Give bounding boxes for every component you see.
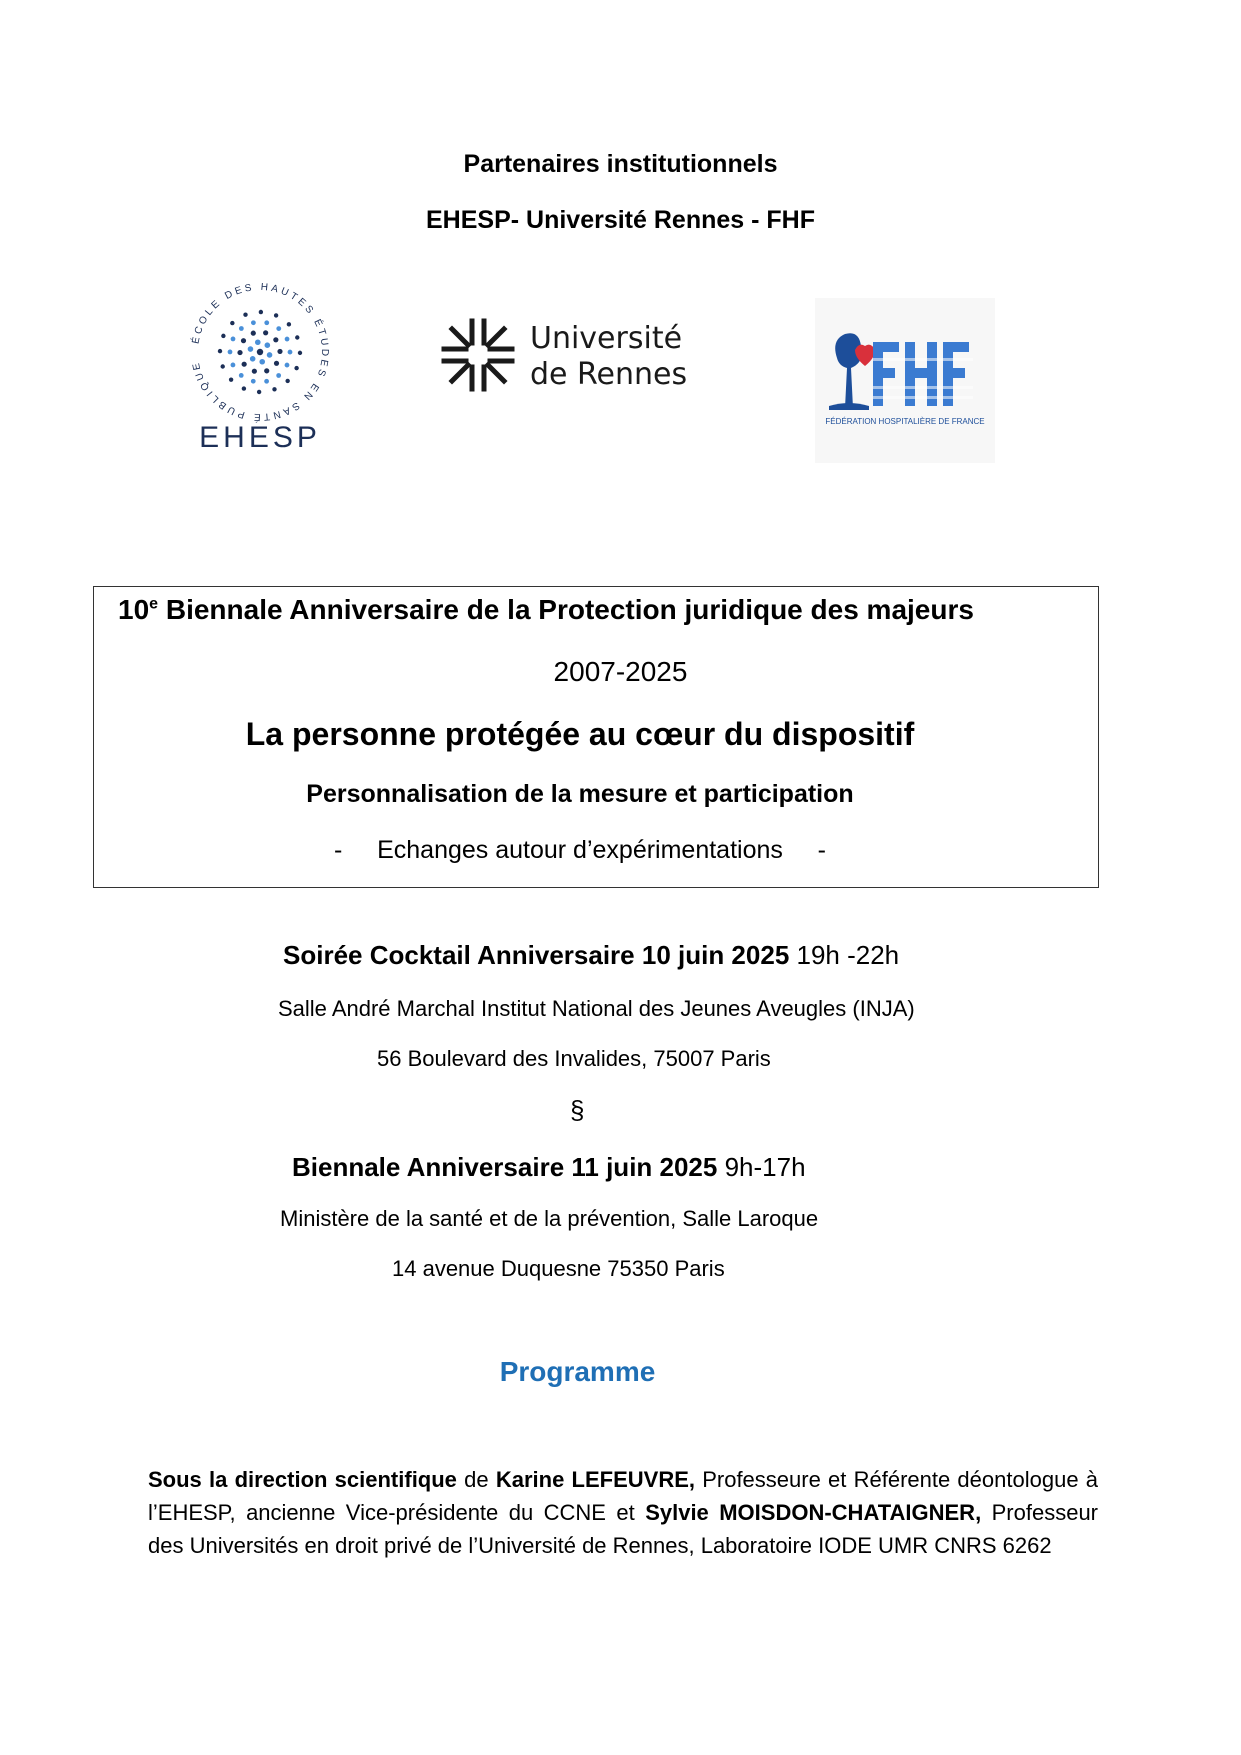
ehesp-dot: [287, 322, 291, 326]
ehesp-ring-text: ÉCOLE DES HAUTES ÉTUDES EN SANTÉ PUBLIQUE: [190, 281, 331, 423]
ehesp-dot: [295, 335, 299, 339]
fhf-logo: [815, 298, 995, 463]
director-2-name: Sylvie MOISDON-CHATAIGNER,: [645, 1500, 982, 1525]
ehesp-dot: [221, 364, 225, 368]
ehesp-dot: [274, 313, 278, 317]
direction-text-3: Professeur des Universités en droit privé de l’Université de Rennes, Laboratoire IODE UMR CNRS 6262: [148, 1500, 1099, 1558]
ehesp-dot: [274, 361, 279, 366]
ehesp-dot: [257, 390, 261, 394]
event-main-title: La personne protégée au cœur du dispositif: [245, 716, 915, 752]
ehesp-dot: [218, 349, 222, 353]
ehesp-dot: [257, 349, 263, 355]
ehesp-dot: [242, 386, 246, 390]
biennale-time: 9h-17h: [717, 1152, 806, 1182]
rennes-line2: de Rennes: [530, 357, 688, 392]
ehesp-dot: [298, 351, 302, 355]
section-separator: §: [570, 1095, 585, 1125]
biennale-heading: [292, 1152, 806, 1183]
ehesp-dot: [264, 379, 269, 384]
universite-rennes-logo: [440, 315, 720, 395]
ehesp-dot: [243, 313, 247, 317]
event-echanges: - Echanges autour d’expérimentations -: [334, 836, 826, 864]
ehesp-dot: [263, 330, 268, 335]
ehesp-dot: [239, 373, 244, 378]
soiree-time: 19h -22h: [789, 940, 900, 970]
fhf-tree-icon: [829, 333, 875, 410]
direction-text-2: Professeure et Référente déontologue à l’EHESP, ancienne Vice-présidente du CCNE et: [148, 1467, 1099, 1525]
ehesp-dot: [250, 356, 256, 362]
event-subtitle: Personnalisation de la mesure et participation: [306, 780, 854, 808]
ehesp-dot: [267, 352, 273, 358]
ehesp-dot: [231, 337, 236, 342]
ehesp-dot: [285, 363, 290, 368]
event-title-number: 10: [118, 594, 150, 625]
ehesp-dot: [231, 363, 236, 368]
programme-heading: Programme: [499, 1356, 656, 1387]
ehesp-dot: [259, 359, 265, 365]
ehesp-dot: [251, 320, 256, 325]
ehesp-dot: [248, 346, 254, 352]
ehesp-dot: [252, 369, 257, 374]
direction-label: Sous la direction scientifique: [148, 1467, 457, 1492]
biennale-heading-bold: Biennale Anniversaire 11 juin 2025: [292, 1152, 718, 1182]
director-1-name: Karine LEFEUVRE,: [495, 1467, 695, 1492]
soiree-heading: [283, 940, 899, 971]
ehesp-dot: [229, 377, 233, 381]
partners-title: Partenaires institutionnels: [463, 150, 778, 178]
ehesp-dot: [251, 379, 256, 384]
direction-paragraph: [148, 1463, 1098, 1562]
ehesp-dot: [255, 339, 261, 345]
rennes-line1: Université: [530, 321, 683, 356]
ehesp-dot: [294, 366, 298, 370]
ehesp-logo: [180, 270, 340, 455]
ehesp-dot: [221, 334, 225, 338]
ehesp-dot: [288, 350, 293, 355]
ehesp-dot: [285, 337, 290, 342]
ehesp-dot: [251, 331, 256, 336]
event-title-superscript: e: [149, 595, 159, 613]
ehesp-dot: [237, 350, 242, 355]
ehesp-dot: [239, 326, 244, 331]
ehesp-dot: [276, 373, 281, 378]
ehesp-dot: [273, 337, 278, 342]
ehesp-dot: [285, 379, 289, 383]
event-title-text: Biennale Anniversaire de la Protection juridique des majeurs: [158, 594, 974, 625]
fhf-subtitle: FÉDÉRATION HOSPITALIÈRE DE FRANCE: [825, 417, 985, 426]
event-title: [118, 594, 974, 626]
ehesp-dot: [264, 320, 269, 325]
ehesp-dot: [259, 310, 263, 314]
event-years: 2007-2025: [553, 656, 688, 687]
ehesp-dot: [277, 349, 282, 354]
biennale-address: 14 avenue Duquesne 75350 Paris: [392, 1256, 725, 1281]
partners-list: EHESP- Université Rennes - FHF: [426, 206, 815, 234]
soiree-venue: Salle André Marchal Institut National des Jeunes Aveugles (INJA): [278, 996, 915, 1021]
ehesp-dot: [228, 350, 233, 355]
ehesp-dot: [230, 321, 234, 325]
ehesp-name: EHESP: [199, 421, 321, 454]
ehesp-dot: [265, 342, 271, 348]
direction-text-1: de: [456, 1467, 496, 1492]
ehesp-dot: [242, 362, 247, 367]
rennes-star-icon: [444, 321, 512, 389]
ehesp-dot: [276, 326, 281, 331]
ehesp-dot: [264, 368, 269, 373]
biennale-venue: Ministère de la santé et de la prévention, Salle Laroque: [280, 1206, 819, 1231]
ehesp-dot: [272, 387, 276, 391]
ehesp-dot: [241, 338, 246, 343]
soiree-address: 56 Boulevard des Invalides, 75007 Paris: [377, 1046, 771, 1071]
soiree-heading-bold: Soirée Cocktail Anniversaire 10 juin 2025: [283, 940, 790, 970]
